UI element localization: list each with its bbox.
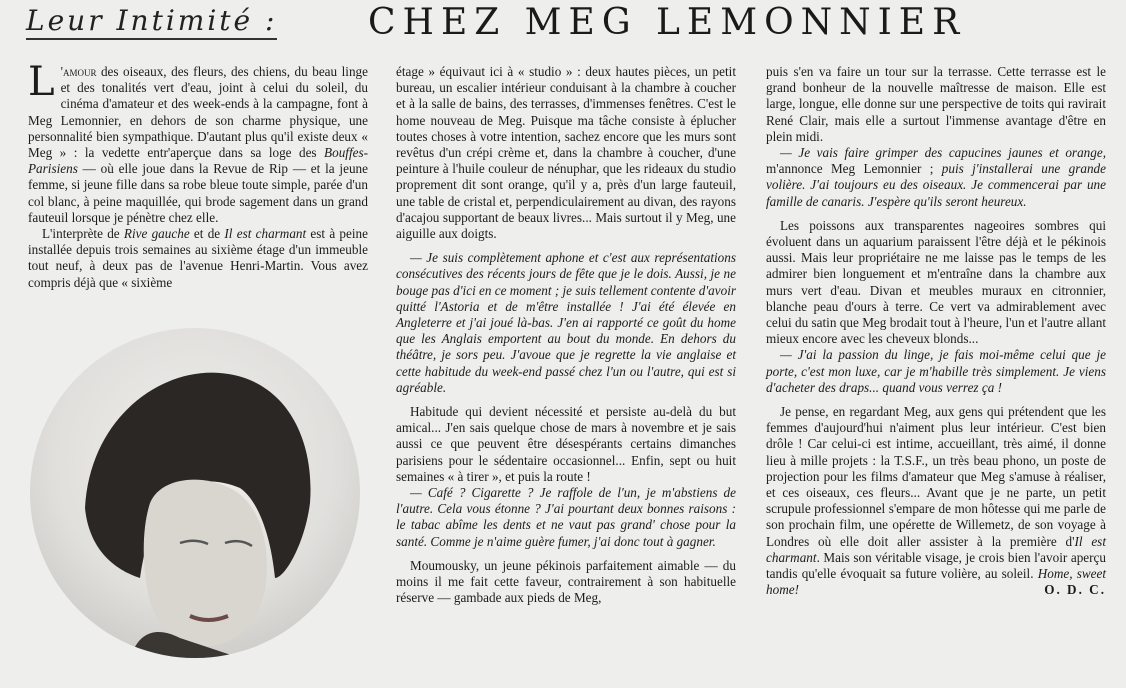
italic-text: puis j'installerai une grande volière. J'ai toujours eu des oiseaux. Je commencerai par une famille de canaris. J'espère qu'ils seront heureux.	[766, 161, 1106, 209]
column-2	[396, 64, 736, 607]
author-signature: O. D. C.	[1044, 582, 1106, 598]
paragraph	[766, 404, 1106, 598]
paragraph-intro	[28, 59, 368, 226]
italic-text: Bouffes-Parisiens	[28, 145, 368, 177]
paragraph: Moumousky, un jeune pékinois parfaitement aimable — du moins il me fait cette faveur, contrairement à son habituelle réserve — gambade aux pieds de Meg,	[396, 557, 736, 606]
paragraph	[28, 226, 368, 291]
paragraph-text: m'annonce Meg Lemonnier ;	[766, 161, 942, 177]
paragraph: puis s'en va faire un tour sur la terrasse. Cette terrasse est le grand bonheur de la nouvelle maîtresse de maison. Elle est large, longue, elle donne sur une perspective de toits qui ravirait René Clair, mais elle a surtout l'immense avantage d'être en plein midi.	[766, 64, 1106, 144]
article-title: CHEZ MEG LEMONNIER	[368, 2, 967, 43]
paragraph-text: . Mais son véritable visage, je crois bien l'avoir aperçu tandis qu'elle évoquait sa future volière, au soleil.	[766, 549, 1106, 582]
italic-text: Il est charmant	[224, 226, 307, 242]
paragraph-text: des oiseaux, des fleurs, des chiens, du beau linge et des tonalités vert d'eau, joint à celui du soleil, du cinéma d'amateur et des week-ends à la campagne, font à Meg Lemonnier, en dehors de son charme physique, une personnalité bien sympathique. D'autant plus qu'il existe deux « Meg » : la vedette entr'aperçue dans sa loge des	[28, 64, 368, 161]
paragraph-text: est à peine installée depuis trois semaines au sixième étage d'un immeuble tout neuf, à deux pas de l'avenue Henri-Martin. Vous avez compris déjà que « sixième	[28, 226, 368, 290]
quote-paragraph	[766, 145, 1106, 210]
paragraph-text: — où elle joue dans la Revue de Rip — et la jeune femme, si jeune fille dans sa robe bleue toute simple, parée d'un col blanc, à peine maquillée, qui brode sagement dans un grand fauteuil lorsque je pénètre chez elle.	[28, 161, 368, 225]
quote-paragraph: — Je suis complètement aphone et c'est aux représentations consécutives des récents jours de fête que je le dois. Aussi, je ne bouge pas d'ici en ce moment ; je suis tellement contente d'avoir quitté l'Astoria et de m'être installée ! J'ai été élevée en Angleterre et j'ai joué là-bas. J'en ai rapporté ce goût du home que les Anglais emportent au bout du monde. En dehors du théâtre, je sors peu. J'avoue que je regrette la vie anglaise et cette habitude du week-end passé chez l'un ou l'autre, qui est si agréable.	[396, 250, 736, 395]
paragraph: Habitude qui devient nécessité et persiste au-delà du but amical... J'en sais quelque chose de mars à novembre et je sais aussi ce que peuvent être désespérants certains dimanches parisiens pour le sédentaire occasionnel... Enfin, sept ou huit semaines « à tirer », et puis la route !	[396, 404, 736, 484]
article-header	[0, 0, 1126, 52]
drop-cap: L	[28, 59, 55, 105]
portrait-photo	[30, 328, 360, 658]
column-1	[28, 59, 368, 291]
quote-paragraph: — Café ? Cigarette ? Je raffole de l'un, je m'abstiens de l'autre. Cela vous étonne ? J'ai pourtant deux bonnes raisons : le tabac abîme les dents et ne vaut pas grand' chose pour la santé. Comme je n'aime guère fumer, j'ai donc tout à gagner.	[396, 485, 736, 549]
quote-paragraph: — J'ai la passion du linge, je fais moi-même celui que je porte, c'est mon luxe, car je m'habille très simplement. Je viens d'acheter des draps... quand vous verrez ça !	[766, 347, 1106, 395]
paragraph: Les poissons aux transparentes nageoires sombres qui évoluent dans un aquarium paraissent l'être déjà et le pékinois aussi. Mais leur propriétaire ne me laisse pas le temps de les admirer bien longuement et m'entraîne dans la chambre aux murs vert d'eau. Divan et meubles muraux en citronnier, blanche peau d'ours à terre. Ce vert va admirablement avec celui du satin que Meg brodait tout à l'heure, l'un et l'autre allant mieux encore avec les cheveux blonds...	[766, 217, 1106, 347]
small-caps-word: 'amour	[60, 64, 97, 79]
paragraph-text: et de	[189, 226, 225, 242]
italic-text: Home, sweet home!	[766, 566, 1106, 598]
paragraph-text: Je pense, en regardant Meg, aux gens qui prétendent que les femmes d'aujourd'hui n'aiment plus leur intérieur. C'est bien drôle ! Car celui-ci est intime, accueillant, très aimé, il donne lieu à mille projets : la T.S.F., un très beau phono, un poste de projection pour les films d'amateur que Meg s'amuse à réaliser, et ces oiseaux, ces fleurs... Avant que je ne parte, un petit scrupule professionnel s'empare de mon hôtesse qui me parle de son prochain film, une opérette de Willemetz, de son voyage à Londres où elle doit aller assister à la première d'	[766, 404, 1106, 549]
paragraph: étage » équivaut ici à « studio » : deux hautes pièces, un petit bureau, un escalier intérieur conduisant à la chambre à coucher et à la salle de bains, des terrasses, d'immenses fenêtres. C'est le home nouveau de Meg. Puisque ma tâche consiste à éplucher toutes choses à votre intention, sachez encore que les murs sont revêtus d'un crépi crème et, dans la chambre à coucher, d'une peinture à l'huile couleur de nénuphar, que les rideaux du studio proprement dit sont orange, qu'il y a, près d'un large fauteuil, une table de cristal et, perpendiculairement au divan, des rayons d'acajou supportant de beaux livres... Mais surtout il y Meg, une aiguille aux doigts.	[396, 64, 736, 242]
italic-text: Il est charmant	[766, 533, 1106, 565]
column-3	[766, 64, 1106, 599]
portrait-illustration	[30, 328, 360, 658]
italic-text: Rive gauche	[123, 226, 190, 242]
paragraph-text: L'interprète de	[42, 226, 124, 242]
italic-text: — Je vais faire grimper des capucines jaunes et orange,	[780, 145, 1106, 161]
article-kicker: Leur Intimité :	[26, 4, 277, 40]
